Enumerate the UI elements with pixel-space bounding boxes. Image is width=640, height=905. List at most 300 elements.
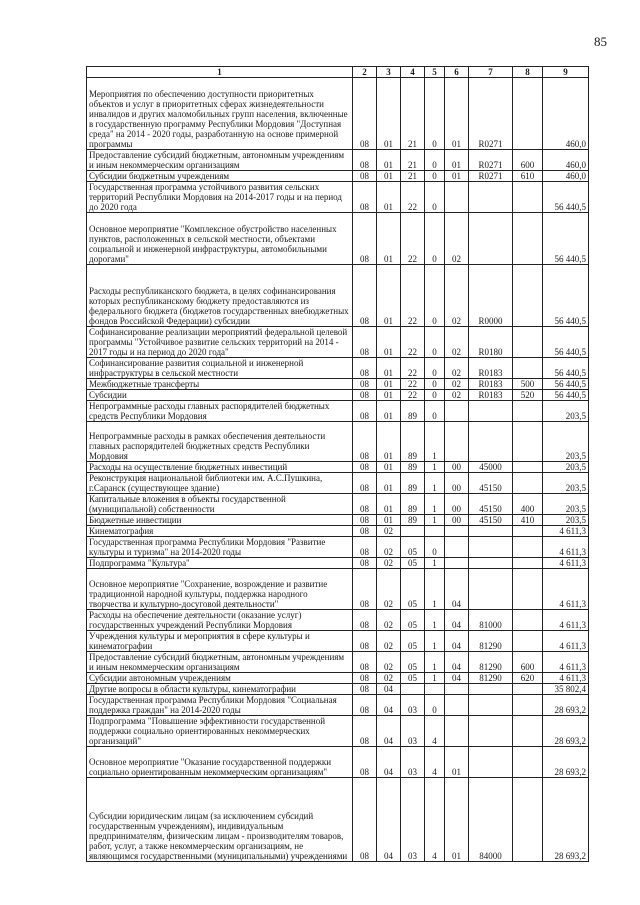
subprogram-code-cell: 1 bbox=[425, 558, 445, 569]
row-name-cell: Государственная программа Республики Мордовия "Развитие культуры и туризма" на 2014-2020 годы bbox=[87, 537, 353, 558]
expense-type-cell bbox=[513, 610, 543, 631]
direction-code-cell: R0183 bbox=[469, 390, 513, 401]
direction-code-cell bbox=[469, 537, 513, 558]
row-name-cell: Бюджетные инвестиции bbox=[87, 515, 353, 526]
subprogram-code-cell: 0 bbox=[425, 265, 445, 327]
direction-code-cell bbox=[469, 558, 513, 569]
expense-type-cell bbox=[513, 716, 543, 747]
row-name-cell: Субсидии автономным учреждениям bbox=[87, 673, 353, 684]
subprogram-code-cell: 1 bbox=[425, 422, 445, 462]
program-code-cell bbox=[401, 526, 425, 537]
amount-cell: 203,5 bbox=[543, 494, 589, 515]
subsection-code-cell: 02 bbox=[377, 526, 401, 537]
measure-code-cell: 02 bbox=[445, 358, 469, 379]
subprogram-code-cell: 4 bbox=[425, 747, 445, 778]
direction-code-cell bbox=[469, 401, 513, 422]
direction-code-cell: 45150 bbox=[469, 515, 513, 526]
measure-code-cell: 02 bbox=[445, 327, 469, 358]
measure-code-cell: 01 bbox=[445, 171, 469, 182]
subsection-code-cell: 01 bbox=[377, 462, 401, 473]
subprogram-code-cell: 0 bbox=[425, 379, 445, 390]
row-name-cell: Расходы республиканского бюджета, в целях софинансирования которых республиканскому бюджету предоставляются из федерального бюджета (бюджетов государственных внебюджетных фондов Российской Федерации) субсидии bbox=[87, 265, 353, 327]
expense-type-cell bbox=[513, 537, 543, 558]
subprogram-code-cell: 0 bbox=[425, 78, 445, 150]
section-code-cell: 08 bbox=[353, 327, 377, 358]
measure-code-cell: 02 bbox=[445, 379, 469, 390]
section-code-cell: 08 bbox=[353, 390, 377, 401]
amount-cell: 4 611,3 bbox=[543, 631, 589, 652]
measure-code-cell: 04 bbox=[445, 652, 469, 673]
program-code-cell: 89 bbox=[401, 473, 425, 494]
amount-cell: 4 611,3 bbox=[543, 526, 589, 537]
subprogram-code-cell: 1 bbox=[425, 673, 445, 684]
subprogram-code-cell: 1 bbox=[425, 473, 445, 494]
table-row bbox=[87, 213, 589, 265]
expense-type-cell: 600 bbox=[513, 652, 543, 673]
subprogram-code-cell: 1 bbox=[425, 494, 445, 515]
row-name-cell: Основное мероприятие "Оказание государственной поддержки социально ориентированным некоммерческим организациям" bbox=[87, 747, 353, 778]
expense-type-cell bbox=[513, 182, 543, 213]
amount-cell: 460,0 bbox=[543, 150, 589, 171]
section-code-cell: 08 bbox=[353, 462, 377, 473]
amount-cell: 56 440,5 bbox=[543, 358, 589, 379]
row-name-cell: Мероприятия по обеспечению доступности приоритетных объектов и услуг в приоритетных сферах жизнедеятельности инвалидов и других маломобильных групп населения, включенные в государственную программу Республики Мордовия "Доступная среда" на 2014 - 2020 годы, разработанную на основе примерной программы bbox=[87, 78, 353, 150]
expense-type-cell bbox=[513, 265, 543, 327]
amount-cell: 4 611,3 bbox=[543, 610, 589, 631]
column-header: 3 bbox=[377, 67, 401, 78]
subsection-code-cell: 01 bbox=[377, 150, 401, 171]
direction-code-cell bbox=[469, 695, 513, 716]
subsection-code-cell: 01 bbox=[377, 422, 401, 462]
column-header: 8 bbox=[513, 67, 543, 78]
column-header: 5 bbox=[425, 67, 445, 78]
subsection-code-cell: 01 bbox=[377, 390, 401, 401]
row-name-cell: Кинематография bbox=[87, 526, 353, 537]
table-row bbox=[87, 684, 589, 695]
program-code-cell: 22 bbox=[401, 265, 425, 327]
table-row bbox=[87, 150, 589, 171]
program-code-cell: 22 bbox=[401, 379, 425, 390]
section-code-cell: 08 bbox=[353, 537, 377, 558]
row-name-cell: Предоставление субсидий бюджетным, автономным учреждениям и иным некоммерческим организациям bbox=[87, 652, 353, 673]
program-code-cell: 05 bbox=[401, 610, 425, 631]
subsection-code-cell: 01 bbox=[377, 78, 401, 150]
amount-cell: 28 693,2 bbox=[543, 778, 589, 862]
table-row bbox=[87, 610, 589, 631]
direction-code-cell: 81290 bbox=[469, 673, 513, 684]
measure-code-cell bbox=[445, 716, 469, 747]
row-name-cell: Межбюджетные трансферты bbox=[87, 379, 353, 390]
direction-code-cell: 45150 bbox=[469, 473, 513, 494]
subprogram-code-cell: 0 bbox=[425, 358, 445, 379]
row-name-cell: Софинансирование развития социальной и инженерной инфраструктуры в сельской местности bbox=[87, 358, 353, 379]
subsection-code-cell: 04 bbox=[377, 695, 401, 716]
expense-type-cell: 600 bbox=[513, 150, 543, 171]
subsection-code-cell: 02 bbox=[377, 569, 401, 610]
section-code-cell: 08 bbox=[353, 401, 377, 422]
table-row bbox=[87, 569, 589, 610]
table-row bbox=[87, 558, 589, 569]
subsection-code-cell: 01 bbox=[377, 473, 401, 494]
section-code-cell: 08 bbox=[353, 610, 377, 631]
subprogram-code-cell: 0 bbox=[425, 213, 445, 265]
program-code-cell: 22 bbox=[401, 182, 425, 213]
budget-table bbox=[86, 66, 589, 862]
measure-code-cell bbox=[445, 684, 469, 695]
direction-code-cell bbox=[469, 422, 513, 462]
table-row bbox=[87, 327, 589, 358]
expense-type-cell bbox=[513, 778, 543, 862]
program-code-cell: 21 bbox=[401, 150, 425, 171]
program-code-cell: 89 bbox=[401, 462, 425, 473]
amount-cell: 203,5 bbox=[543, 401, 589, 422]
measure-code-cell: 01 bbox=[445, 747, 469, 778]
expense-type-cell bbox=[513, 631, 543, 652]
subprogram-code-cell: 1 bbox=[425, 631, 445, 652]
direction-code-cell bbox=[469, 747, 513, 778]
row-name-cell: Субсидии юридическим лицам (за исключением субсидий государственным учреждениям), индивидуальным предпринимателям, физическим лицам - производителям товаров, работ, услуг, а также некоммерческим организациям, не являющимся государственными (муниципальными) учреждениями bbox=[87, 778, 353, 862]
section-code-cell: 08 bbox=[353, 747, 377, 778]
measure-code-cell: 00 bbox=[445, 515, 469, 526]
subsection-code-cell: 02 bbox=[377, 631, 401, 652]
row-name-cell: Подпрограмма "Повышение эффективности государственной поддержки социально ориентированных некоммерческих организаций" bbox=[87, 716, 353, 747]
direction-code-cell: 45150 bbox=[469, 494, 513, 515]
section-code-cell: 08 bbox=[353, 494, 377, 515]
table-row bbox=[87, 631, 589, 652]
subprogram-code-cell: 1 bbox=[425, 652, 445, 673]
direction-code-cell bbox=[469, 716, 513, 747]
row-name-cell: Учреждения культуры и мероприятия в сфере культуры и кинематографии bbox=[87, 631, 353, 652]
section-code-cell: 08 bbox=[353, 358, 377, 379]
expense-type-cell: 610 bbox=[513, 171, 543, 182]
program-code-cell: 03 bbox=[401, 695, 425, 716]
row-name-cell: Субсидии bbox=[87, 390, 353, 401]
section-code-cell: 08 bbox=[353, 569, 377, 610]
column-header: 6 bbox=[445, 67, 469, 78]
section-code-cell: 08 bbox=[353, 673, 377, 684]
subprogram-code-cell: 0 bbox=[425, 327, 445, 358]
table-row bbox=[87, 695, 589, 716]
measure-code-cell: 00 bbox=[445, 462, 469, 473]
direction-code-cell: R0271 bbox=[469, 150, 513, 171]
row-name-cell: Другие вопросы в области культуры, кинематографии bbox=[87, 684, 353, 695]
table-row bbox=[87, 379, 589, 390]
direction-code-cell: 45000 bbox=[469, 462, 513, 473]
subprogram-code-cell: 0 bbox=[425, 171, 445, 182]
amount-cell: 28 693,2 bbox=[543, 695, 589, 716]
measure-code-cell bbox=[445, 526, 469, 537]
table-row bbox=[87, 537, 589, 558]
subsection-code-cell: 01 bbox=[377, 401, 401, 422]
measure-code-cell bbox=[445, 695, 469, 716]
amount-cell: 56 440,5 bbox=[543, 213, 589, 265]
section-code-cell: 08 bbox=[353, 684, 377, 695]
section-code-cell: 08 bbox=[353, 778, 377, 862]
amount-cell: 4 611,3 bbox=[543, 673, 589, 684]
table-header-row bbox=[87, 67, 589, 78]
row-name-cell: Основное мероприятие "Сохранение, возрождение и развитие традиционной народной культуры, поддержка народного творчества и культурно-досуговой деятельности" bbox=[87, 569, 353, 610]
direction-code-cell: R0183 bbox=[469, 379, 513, 390]
row-name-cell: Непрограммные расходы в рамках обеспечения деятельности главных распорядителей бюджетных средств Республики Мордовия bbox=[87, 422, 353, 462]
row-name-cell: Расходы на осуществление бюджетных инвестиций bbox=[87, 462, 353, 473]
table-row bbox=[87, 422, 589, 462]
subprogram-code-cell: 1 bbox=[425, 462, 445, 473]
subsection-code-cell: 01 bbox=[377, 379, 401, 390]
direction-code-cell bbox=[469, 182, 513, 213]
subsection-code-cell: 02 bbox=[377, 652, 401, 673]
measure-code-cell: 04 bbox=[445, 673, 469, 684]
expense-type-cell bbox=[513, 473, 543, 494]
amount-cell: 56 440,5 bbox=[543, 327, 589, 358]
expense-type-cell: 400 bbox=[513, 494, 543, 515]
amount-cell: 4 611,3 bbox=[543, 569, 589, 610]
expense-type-cell bbox=[513, 462, 543, 473]
program-code-cell: 03 bbox=[401, 716, 425, 747]
amount-cell: 56 440,5 bbox=[543, 379, 589, 390]
direction-code-cell: R0000 bbox=[469, 265, 513, 327]
direction-code-cell: 81000 bbox=[469, 610, 513, 631]
direction-code-cell: 81290 bbox=[469, 652, 513, 673]
amount-cell: 203,5 bbox=[543, 515, 589, 526]
column-header: 7 bbox=[469, 67, 513, 78]
measure-code-cell bbox=[445, 401, 469, 422]
section-code-cell: 08 bbox=[353, 652, 377, 673]
section-code-cell: 08 bbox=[353, 78, 377, 150]
measure-code-cell: 01 bbox=[445, 150, 469, 171]
row-name-cell: Непрограммные расходы главных распорядителей бюджетных средств Республики Мордовия bbox=[87, 401, 353, 422]
subprogram-code-cell: 4 bbox=[425, 778, 445, 862]
table-row bbox=[87, 401, 589, 422]
table-row bbox=[87, 473, 589, 494]
subsection-code-cell: 04 bbox=[377, 778, 401, 862]
subprogram-code-cell: 0 bbox=[425, 390, 445, 401]
section-code-cell: 08 bbox=[353, 473, 377, 494]
direction-code-cell bbox=[469, 684, 513, 695]
subsection-code-cell: 04 bbox=[377, 747, 401, 778]
row-name-cell: Капитальные вложения в объекты государственной (муниципальной) собственности bbox=[87, 494, 353, 515]
measure-code-cell bbox=[445, 182, 469, 213]
measure-code-cell bbox=[445, 422, 469, 462]
amount-cell: 203,5 bbox=[543, 473, 589, 494]
expense-type-cell: 410 bbox=[513, 515, 543, 526]
section-code-cell: 08 bbox=[353, 265, 377, 327]
subprogram-code-cell: 1 bbox=[425, 515, 445, 526]
subsection-code-cell: 02 bbox=[377, 673, 401, 684]
program-code-cell: 22 bbox=[401, 327, 425, 358]
subprogram-code-cell: 0 bbox=[425, 695, 445, 716]
direction-code-cell: R0271 bbox=[469, 171, 513, 182]
measure-code-cell: 04 bbox=[445, 631, 469, 652]
subprogram-code-cell bbox=[425, 526, 445, 537]
subprogram-code-cell: 0 bbox=[425, 401, 445, 422]
measure-code-cell: 04 bbox=[445, 610, 469, 631]
subsection-code-cell: 01 bbox=[377, 171, 401, 182]
program-code-cell: 05 bbox=[401, 569, 425, 610]
direction-code-cell: R0271 bbox=[469, 78, 513, 150]
expense-type-cell bbox=[513, 401, 543, 422]
section-code-cell: 08 bbox=[353, 182, 377, 213]
row-name-cell: Государственная программа Республики Мордовия "Социальная поддержка граждан" на 2014-2020 годы bbox=[87, 695, 353, 716]
program-code-cell: 22 bbox=[401, 390, 425, 401]
expense-type-cell bbox=[513, 695, 543, 716]
page-number: 85 bbox=[594, 34, 607, 49]
subsection-code-cell: 01 bbox=[377, 182, 401, 213]
measure-code-cell: 00 bbox=[445, 494, 469, 515]
expense-type-cell bbox=[513, 526, 543, 537]
expense-type-cell bbox=[513, 684, 543, 695]
program-code-cell: 22 bbox=[401, 213, 425, 265]
section-code-cell: 08 bbox=[353, 631, 377, 652]
measure-code-cell: 01 bbox=[445, 78, 469, 150]
amount-cell: 4 611,3 bbox=[543, 652, 589, 673]
subsection-code-cell: 02 bbox=[377, 537, 401, 558]
subprogram-code-cell bbox=[425, 684, 445, 695]
column-header: 9 bbox=[543, 67, 589, 78]
measure-code-cell: 02 bbox=[445, 390, 469, 401]
table-row bbox=[87, 747, 589, 778]
expense-type-cell bbox=[513, 422, 543, 462]
table-row bbox=[87, 390, 589, 401]
section-code-cell: 08 bbox=[353, 716, 377, 747]
expense-type-cell bbox=[513, 747, 543, 778]
measure-code-cell: 02 bbox=[445, 213, 469, 265]
column-header: 1 bbox=[87, 67, 353, 78]
section-code-cell: 08 bbox=[353, 150, 377, 171]
program-code-cell: 05 bbox=[401, 631, 425, 652]
row-name-cell: Реконструкция национальной библиотеки им. А.С.Пушкина, г.Саранск (существующее здание) bbox=[87, 473, 353, 494]
subsection-code-cell: 01 bbox=[377, 265, 401, 327]
program-code-cell: 89 bbox=[401, 422, 425, 462]
table-body bbox=[87, 78, 589, 862]
row-name-cell: Подпрограмма "Культура" bbox=[87, 558, 353, 569]
measure-code-cell bbox=[445, 537, 469, 558]
program-code-cell: 05 bbox=[401, 558, 425, 569]
measure-code-cell: 02 bbox=[445, 265, 469, 327]
table-row bbox=[87, 358, 589, 379]
row-name-cell: Софинансирование реализации мероприятий федеральной целевой программы "Устойчивое развитие сельских территорий на 2014 - 2017 годы и на период до 2020 года" bbox=[87, 327, 353, 358]
direction-code-cell bbox=[469, 569, 513, 610]
row-name-cell: Государственная программа устойчивого развития сельских территорий Республики Мордовия на 2014-2017 годы и на период до 2020 года bbox=[87, 182, 353, 213]
amount-cell: 56 440,5 bbox=[543, 390, 589, 401]
subsection-code-cell: 01 bbox=[377, 327, 401, 358]
table-row bbox=[87, 462, 589, 473]
subprogram-code-cell: 0 bbox=[425, 150, 445, 171]
table-row bbox=[87, 265, 589, 327]
section-code-cell: 08 bbox=[353, 213, 377, 265]
program-code-cell bbox=[401, 684, 425, 695]
program-code-cell: 89 bbox=[401, 494, 425, 515]
table-row bbox=[87, 494, 589, 515]
amount-cell: 56 440,5 bbox=[543, 265, 589, 327]
table-row bbox=[87, 526, 589, 537]
section-code-cell: 08 bbox=[353, 171, 377, 182]
column-header: 2 bbox=[353, 67, 377, 78]
row-name-cell: Основное мероприятие "Комплексное обустройство населенных пунктов, расположенных в сельской местности, объектами социальной и инженерной инфраструктуры, автомобильными дорогами" bbox=[87, 213, 353, 265]
amount-cell: 4 611,3 bbox=[543, 537, 589, 558]
measure-code-cell: 01 bbox=[445, 778, 469, 862]
amount-cell: 28 693,2 bbox=[543, 716, 589, 747]
subprogram-code-cell: 1 bbox=[425, 610, 445, 631]
expense-type-cell bbox=[513, 213, 543, 265]
subsection-code-cell: 01 bbox=[377, 515, 401, 526]
subsection-code-cell: 04 bbox=[377, 716, 401, 747]
expense-type-cell bbox=[513, 558, 543, 569]
measure-code-cell: 00 bbox=[445, 473, 469, 494]
program-code-cell: 05 bbox=[401, 652, 425, 673]
subsection-code-cell: 02 bbox=[377, 558, 401, 569]
amount-cell: 203,5 bbox=[543, 462, 589, 473]
table-row bbox=[87, 171, 589, 182]
table-row bbox=[87, 78, 589, 150]
subsection-code-cell: 01 bbox=[377, 494, 401, 515]
row-name-cell: Субсидии бюджетным учреждениям bbox=[87, 171, 353, 182]
row-name-cell: Расходы на обеспечение деятельности (оказание услуг) государственных учреждений Республики Мордовия bbox=[87, 610, 353, 631]
subprogram-code-cell: 0 bbox=[425, 182, 445, 213]
amount-cell: 4 611,3 bbox=[543, 558, 589, 569]
amount-cell: 28 693,2 bbox=[543, 747, 589, 778]
table-row bbox=[87, 182, 589, 213]
expense-type-cell: 620 bbox=[513, 673, 543, 684]
amount-cell: 460,0 bbox=[543, 78, 589, 150]
subsection-code-cell: 01 bbox=[377, 213, 401, 265]
program-code-cell: 21 bbox=[401, 171, 425, 182]
program-code-cell: 89 bbox=[401, 401, 425, 422]
program-code-cell: 03 bbox=[401, 747, 425, 778]
program-code-cell: 05 bbox=[401, 673, 425, 684]
direction-code-cell bbox=[469, 526, 513, 537]
program-code-cell: 05 bbox=[401, 537, 425, 558]
row-name-cell: Предоставление субсидий бюджетным, автономным учреждениям и иным некоммерческим организациям bbox=[87, 150, 353, 171]
subprogram-code-cell: 4 bbox=[425, 716, 445, 747]
table-row bbox=[87, 778, 589, 862]
subprogram-code-cell: 0 bbox=[425, 537, 445, 558]
direction-code-cell: R0180 bbox=[469, 327, 513, 358]
column-header: 4 bbox=[401, 67, 425, 78]
amount-cell: 460,0 bbox=[543, 171, 589, 182]
program-code-cell: 22 bbox=[401, 358, 425, 379]
measure-code-cell bbox=[445, 558, 469, 569]
program-code-cell: 03 bbox=[401, 778, 425, 862]
direction-code-cell: 81290 bbox=[469, 631, 513, 652]
direction-code-cell: R0183 bbox=[469, 358, 513, 379]
expense-type-cell bbox=[513, 569, 543, 610]
direction-code-cell: 84000 bbox=[469, 778, 513, 862]
amount-cell: 56 440,5 bbox=[543, 182, 589, 213]
expense-type-cell bbox=[513, 358, 543, 379]
table-row bbox=[87, 652, 589, 673]
direction-code-cell bbox=[469, 213, 513, 265]
section-code-cell: 08 bbox=[353, 422, 377, 462]
expense-type-cell: 520 bbox=[513, 390, 543, 401]
measure-code-cell: 04 bbox=[445, 569, 469, 610]
expense-type-cell bbox=[513, 78, 543, 150]
table-row bbox=[87, 515, 589, 526]
section-code-cell: 08 bbox=[353, 526, 377, 537]
table-row bbox=[87, 716, 589, 747]
subsection-code-cell: 04 bbox=[377, 684, 401, 695]
program-code-cell: 21 bbox=[401, 78, 425, 150]
subsection-code-cell: 02 bbox=[377, 610, 401, 631]
amount-cell: 35 802,4 bbox=[543, 684, 589, 695]
section-code-cell: 08 bbox=[353, 379, 377, 390]
program-code-cell: 89 bbox=[401, 515, 425, 526]
section-code-cell: 08 bbox=[353, 695, 377, 716]
expense-type-cell: 500 bbox=[513, 379, 543, 390]
section-code-cell: 08 bbox=[353, 515, 377, 526]
expense-type-cell bbox=[513, 327, 543, 358]
section-code-cell: 08 bbox=[353, 558, 377, 569]
subsection-code-cell: 01 bbox=[377, 358, 401, 379]
